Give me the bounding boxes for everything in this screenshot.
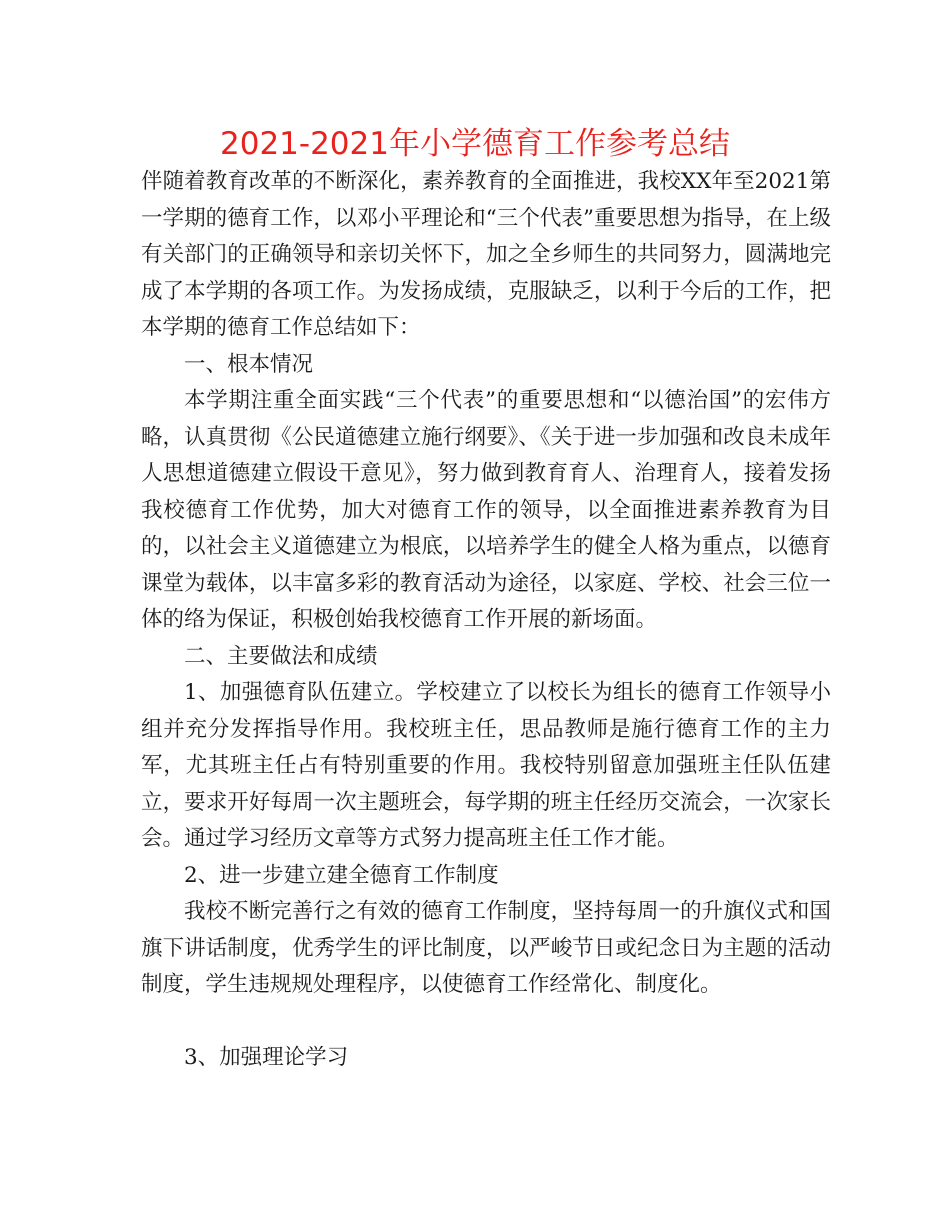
document-body	[141, 164, 831, 1076]
paragraph-item-2: 我校不断完善行之有效的德育工作制度，坚持每周一的升旗仪式和国旗下讲话制度，优秀学生的评比制度，以严峻节日或纪念日为主题的活动制度，学生违规规处理程序，以使德育工作经常化、制度化。	[141, 899, 831, 997]
paragraph-basic-situation: 本学期注重全面实践“三个代表”的重要思想和“以德治国”的宏伟方略，认真贯彻《公民道德建立施行纲要》、《关于进一步加强和改良未成年人思想道德建立假设干意见》，努力做到教育育人、治理育人，接着发扬我校德育工作优势，加大对德育工作的领导，以全面推进素养教育为目的，以社会主义道德建立为根底，以培养学生的健全人格为重点，以德育课堂为载体，以丰富多彩的教育活动为途径，以家庭、学校、社会三位一体的络为保证，积极创始我校德育工作开展的新场面。	[141, 388, 831, 632]
subheading-item-2: 2、进一步建立建全德育工作制度	[184, 862, 499, 888]
document-title: 2021-2021年小学德育工作参考总结	[220, 126, 730, 162]
subheading-item-3: 3、加强理论学习	[184, 1044, 349, 1070]
section-heading-basic-situation: 一、根本情况	[184, 351, 314, 377]
section-heading-main-practices: 二、主要做法和成绩	[184, 643, 378, 669]
paragraph-intro: 伴随着教育改革的不断深化，素养教育的全面推进，我校XX年至2021第一学期的德育工作，以邓小平理论和“三个代表”重要思想为指导，在上级有关部门的正确领导和亲切关怀下，加之全乡师生的共同努力，圆满地完成了本学期的各项工作。为发扬成绩，克服缺乏，以利于今后的工作，把本学期的德育工作总结如下：	[141, 169, 831, 340]
paragraph-item-1: 1、加强德育队伍建立。学校建立了以校长为组长的德育工作领导小组并充分发挥指导作用。我校班主任，思品教师是施行德育工作的主力军，尤其班主任占有特别重要的作用。我校特别留意加强班主任队伍建立，要求开好每周一次主题班会，每学期的班主任经历交流会，一次家长会。通过学习经历文章等方式努力提高班主任工作才能。	[141, 680, 831, 851]
